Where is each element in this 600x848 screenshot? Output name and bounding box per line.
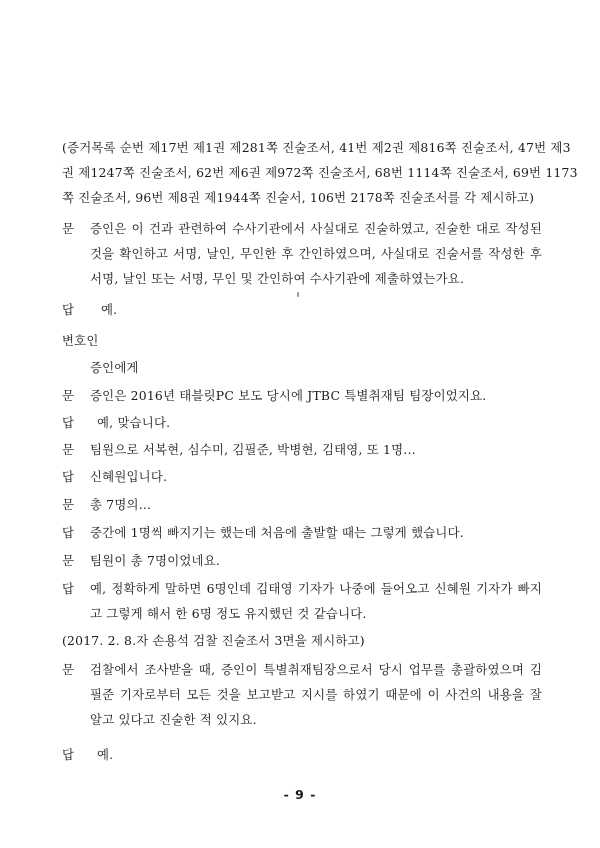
evidence-note-line: (2017. 2. 8.자 손용석 검찰 진술조서 3면을 제시하고) <box>62 633 365 648</box>
question-text: 알고 있다고 진술한 적 있지요. <box>90 712 257 727</box>
answer-label: 답 <box>62 415 74 430</box>
answer-label: 답 <box>62 469 74 484</box>
answer-label: 답 <box>62 525 74 540</box>
addressee-label: 증인에게 <box>90 360 139 375</box>
question-label: 문 <box>62 442 74 457</box>
speaker-label: 변호인 <box>62 333 99 348</box>
question-text: 증인은 이 건과 관련하여 수사기관에서 사실대로 진술하였고, 진술한 대로 작성된 <box>90 221 542 236</box>
question-label: 문 <box>62 221 74 236</box>
question-text: 총 7명의... <box>90 497 152 512</box>
question-text: 서명, 날인 또는 서명, 무인 및 간인하여 수사기관에 제출하였는가요. <box>90 271 465 286</box>
answer-text: 고 그렇게 해서 한 6명 정도 유지했던 것 같습니다. <box>90 606 367 621</box>
question-label: 문 <box>62 553 74 568</box>
answer-label: 답 <box>62 747 74 762</box>
question-label: 문 <box>62 662 74 677</box>
answer-text: 예. <box>101 302 118 317</box>
answer-text: 예. <box>97 747 114 762</box>
question-text: 팀원으로 서복현, 심수미, 김필준, 박병현, 김태영, 또 1명... <box>90 442 416 457</box>
question-text: 필준 기자로부터 모든 것을 보고받고 지시를 하였기 때문에 이 사건의 내용을 잘 <box>90 687 542 702</box>
answer-text: 예, 정확하게 말하면 6명인데 김태영 기자가 나중에 들어오고 신혜원 기자가 빠지 <box>90 581 542 596</box>
answer-text: 신혜원입니다. <box>90 469 168 484</box>
question-label: 문 <box>62 497 74 512</box>
evidence-note-line: 권 제1247쪽 진술조서, 62번 제6권 제972쪽 진술조서, 68번 1114쪽 진술조서, 69번 1173 <box>62 165 578 180</box>
question-text: 것을 확인하고 서명, 날인, 무인한 후 간인하였으며, 사실대로 진술서를 작성한 후 <box>90 246 542 261</box>
answer-text: 중간에 1명씩 빠지기는 했는데 처음에 출발할 때는 그렇게 했습니다. <box>90 525 464 540</box>
question-label: 문 <box>62 388 74 403</box>
answer-label: 답 <box>62 302 74 317</box>
evidence-note-line: 쪽 진술조서, 96번 제8권 제1944쪽 진술서, 106번 2178쪽 진술조서를 각 제시하고) <box>62 190 535 205</box>
evidence-note-line: (증거목록 순번 제17번 제1권 제281쪽 진술조서, 41번 제2권 제816쪽 진술조서, 47번 제3 <box>62 140 571 155</box>
page-number: - 9 - <box>283 787 317 802</box>
question-text: 증인은 2016년 태블릿PC 보도 당시에 JTBC 특별취재팀 팀장이었지요. <box>90 388 487 403</box>
scan-speck <box>297 292 299 297</box>
answer-label: 답 <box>62 581 74 596</box>
question-text: 팀원이 총 7명이었네요. <box>90 553 221 568</box>
question-text: 검찰에서 조사받을 때, 증인이 특별취재팀장으로서 당시 업무를 총괄하였으며 김 <box>90 662 542 677</box>
answer-text: 예, 맞습니다. <box>97 415 171 430</box>
